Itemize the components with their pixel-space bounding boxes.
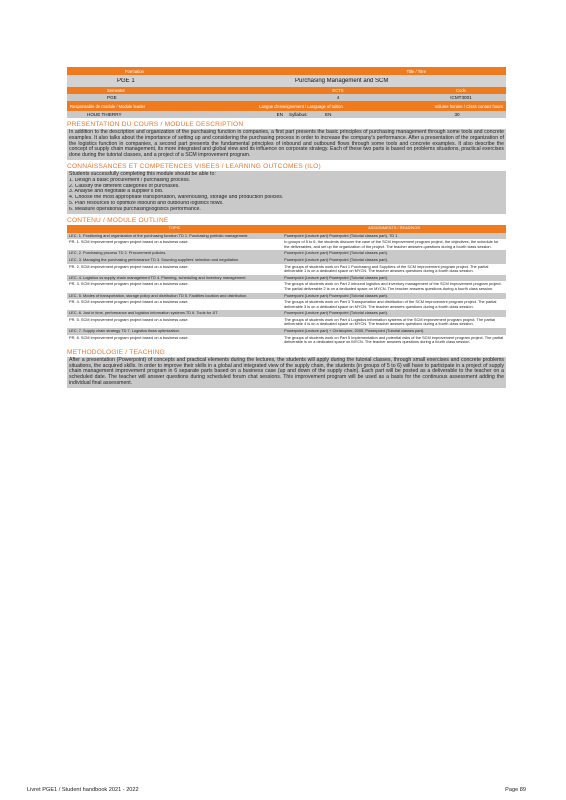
presentation-box [67,129,506,160]
hours-value: 30 [454,112,460,117]
topic-cell: PR. 5. SCM improvement program project based on a business case. [67,317,282,328]
semester-label: Semester [107,88,125,93]
outcomes-heading: CONNAISSANCES ET COMPETENCES VISEES / LEARNING OUTCOMES (ILO) [67,162,321,170]
assignment-cell: The groups of students work on Part 3 Transportation and distribution of the SCM improvement program project. The partial deliverable 3 is on a dedicated space on MYCN. The teacher answers questions during a fourth class session. [282,299,506,310]
course-title: Purchasing Management and SCM [295,78,389,84]
table-row [67,264,506,275]
footer-handbook: Livret PGE1 / Student handbook 2021 - 2022 [27,787,139,793]
outcomes-box [67,171,506,214]
assignment-cell: Powerpoint (Lecture part) Powerpoint (Tutorial classes part). [282,293,506,300]
syllabus-value: EN [325,112,332,117]
assignment-cell: The groups of students work on Part 5 Implementation and potential risks of the SCM improvement program project. The partial deliverable is on a dedicated space on MYCN. The teacher answers questions during a fourth class session. [282,335,506,346]
table-row [67,281,506,292]
assignment-cell: Powerpoint (Lecture part) Powerpoint (Tutorial classes part). [282,257,506,264]
semester-value: PGE [107,95,117,100]
topic-cell: LEC. 2. Purchasing process TD 2. Procurement policies. [67,250,282,257]
topic-cell: LEC. 4. Logistics vs supply chain management TD 4. Planning, scheduling and inventory management. [67,275,282,282]
language-value: EN [276,112,283,117]
assignment-cell: The groups of students work on Part 2 inbound logistics and inventory management of the SCM improvement program project. The partial deliverable 2 is on a dedicated space on MYCN. The teacher answers questions during a fourth class session. [282,281,506,292]
code-label: Code [455,88,466,93]
table-row [67,250,506,257]
assignment-cell: Powerpoint (Lecture part) Powerpoint (Tutorial classes part). [282,275,506,282]
assignment-cell: The groups of students work on Part 1 Purchasing and Suppliers of the SCM improvement program project. The partial deliverable 1 is on a dedicated space on MYCN. The teacher answers questions during a fourth class session. [282,264,506,275]
language-label: Langue d'enseignement / Language of tuition [259,103,343,109]
semester-value-row [67,94,506,101]
assignment-cell: Powerpoint (Lecture part) + Christopher, 2000. Powerpoint (Tutorial classes part). [282,328,506,335]
methodology-heading: METHODOLOGIE / TEACHING [67,348,165,356]
responsible-value-row [67,111,506,118]
title-label: Title / Titre [406,68,426,74]
outcomes-list [69,178,504,213]
topic-cell: LEC. 6. Just in time, performance and logistics information systems TD 6. Tools for JIT. [67,310,282,317]
table-row [67,233,506,240]
outline-table [67,225,506,346]
table-row [67,293,506,300]
volume-label: Volume horaire / Class contact hours [434,103,503,109]
topic-cell: PR. 6. SCM improvement program project based on a business case. [67,335,282,346]
topic-column-header: TOPIC [67,225,282,233]
semester-header-row [67,87,506,94]
ects-label: ECTS [332,88,344,93]
assignment-cell: Powerpoint (Lecture part) Powerpoint (Tutorial classes part). [282,310,506,317]
course-sheet [67,67,506,388]
topic-cell: PR. 1. SCM improvement program project based on a business case. [67,239,282,250]
table-row [67,239,506,250]
list-item: 1. Design a basic procurement / purchasing process. [69,177,191,183]
list-item: 2. Classify the different categories of purchases. [69,183,180,189]
page-footer [27,787,526,793]
table-row [67,275,506,282]
table-row [67,310,506,317]
responsible-value: HOUE THIERRY [87,112,122,117]
formation-label: Formation [125,68,144,74]
list-item: 6. Measure operational purchasing/logistics performance. [69,206,201,212]
topic-cell: LEC. 3. Managing the purchasing performance TD 3. Sourcing suppliers' selection and negotiation. [67,257,282,264]
topic-cell: LEC. 7. Supply chain strategy TD 7. Logistics flows optimization. [67,328,282,335]
table-row [67,335,506,346]
table-row [67,299,506,310]
methodology-box [67,357,506,388]
ects-value: 4 [336,95,340,100]
table-row [67,328,506,335]
outcomes-intro: Students successfully completing this module should be able to: [69,170,216,177]
assignment-cell: The groups of students work on Part 4 Logistics information systems of the SCM improvement program project. The partial deliverable 4 is on a dedicated space on MYCN. The teacher answers questions during a fourth class session. [282,317,506,328]
outline-heading: CONTENU / MODULE OUTLINE [67,216,169,224]
table-row [67,257,506,264]
list-item: 4. Choose the most appropriate transportation, warehousing, storage and production policies. [69,195,284,201]
assignments-column-header: ASSIGNMENTS / READINGS [282,225,506,233]
title-row [67,75,506,87]
assignment-cell: In groups of 5 to 6, the students discover the case of the SCM improvement program project, the objectives, the schedule for the deliverables, and set up the organization of the project. The teacher answers questions during a fourth class session. [282,239,506,250]
course-code: ICMT3001 [450,95,472,100]
topic-cell: PR. 4. SCM improvement program project based on a business case. [67,299,282,310]
page-number: Page 89 [505,787,526,793]
topic-cell: LEC. 1. Positioning and organization of the purchasing function TD 1. Purchasing portfolio management. [67,233,282,240]
list-item: 5. Plan resources to optimize inbound and outbound logistics flows. [69,200,224,206]
assignment-cell: Powerpoint (Lecture part) Powerpoint (Tutorial classes part). [282,250,506,257]
presentation-text: In addition to the description and organization of the purchasing function in companies, a first part presents the basic principles of purchasing management through some tools and concrete examples. It also talks about the importance of setting up and considering the purchasing process in order to increase the company's performance. After a presentation of the organization of the logistics function in companies, a second part presents the fundamental principles of inbound and outbound flows through some tools and concrete examples. It also describe the concept of supply chain management, its more integrated and global view and its influence on corporate strategy. Each of these two parts is based on problems situations, practical exercises done during the tutorial classes, and a project of a SCM improvement program. [69,129,504,159]
syllabus-label: Syllabus: [289,112,308,117]
presentation-heading: PRESENTATION DU COURS / MODULE DESCRIPTION [67,121,244,128]
table-row [67,317,506,328]
formation-header-row [67,67,506,75]
methodology-text: After a presentation (Powerpoint) of concepts and practical elements during the lectures, the students will apply during the tutorial classes, through small exercises and concrete problems situations, the acquired skills. In order to improve their skills in a global and integrated view of the supply chain, the students (in groups of 5 to 6) will have to participate in a project of supply chain management improvement program in 6 separate parts based on a business case (up and down of the supply chain). Each part will be posted as a deliverable to the teacher on a scheduled date. The teacher will answer questions during scheduled forum chat sessions. This improvement program will be used as a basis for the continuous assessment adding the individual final assessment. [69,356,504,387]
topic-cell: PR. 3. SCM improvement program project based on a business case. [67,281,282,292]
responsible-header-row [67,101,506,111]
topic-cell: LEC. 5. Modes of transportation, storage policy and distribution TD 5. Facilities location and distribution. [67,293,282,300]
topic-cell: PR. 2. SCM improvement program project based on a business case. [67,264,282,275]
assignment-cell: Powerpoint (Lecture part) Powerpoint (Tutorial classes part), TD 1 [282,233,506,240]
list-item: 3. Analyse and negotiate a supplier's bid. [69,189,164,195]
program-code: PGE 1 [117,78,135,84]
responsible-label: Responsable de module / Module leader [70,103,146,109]
